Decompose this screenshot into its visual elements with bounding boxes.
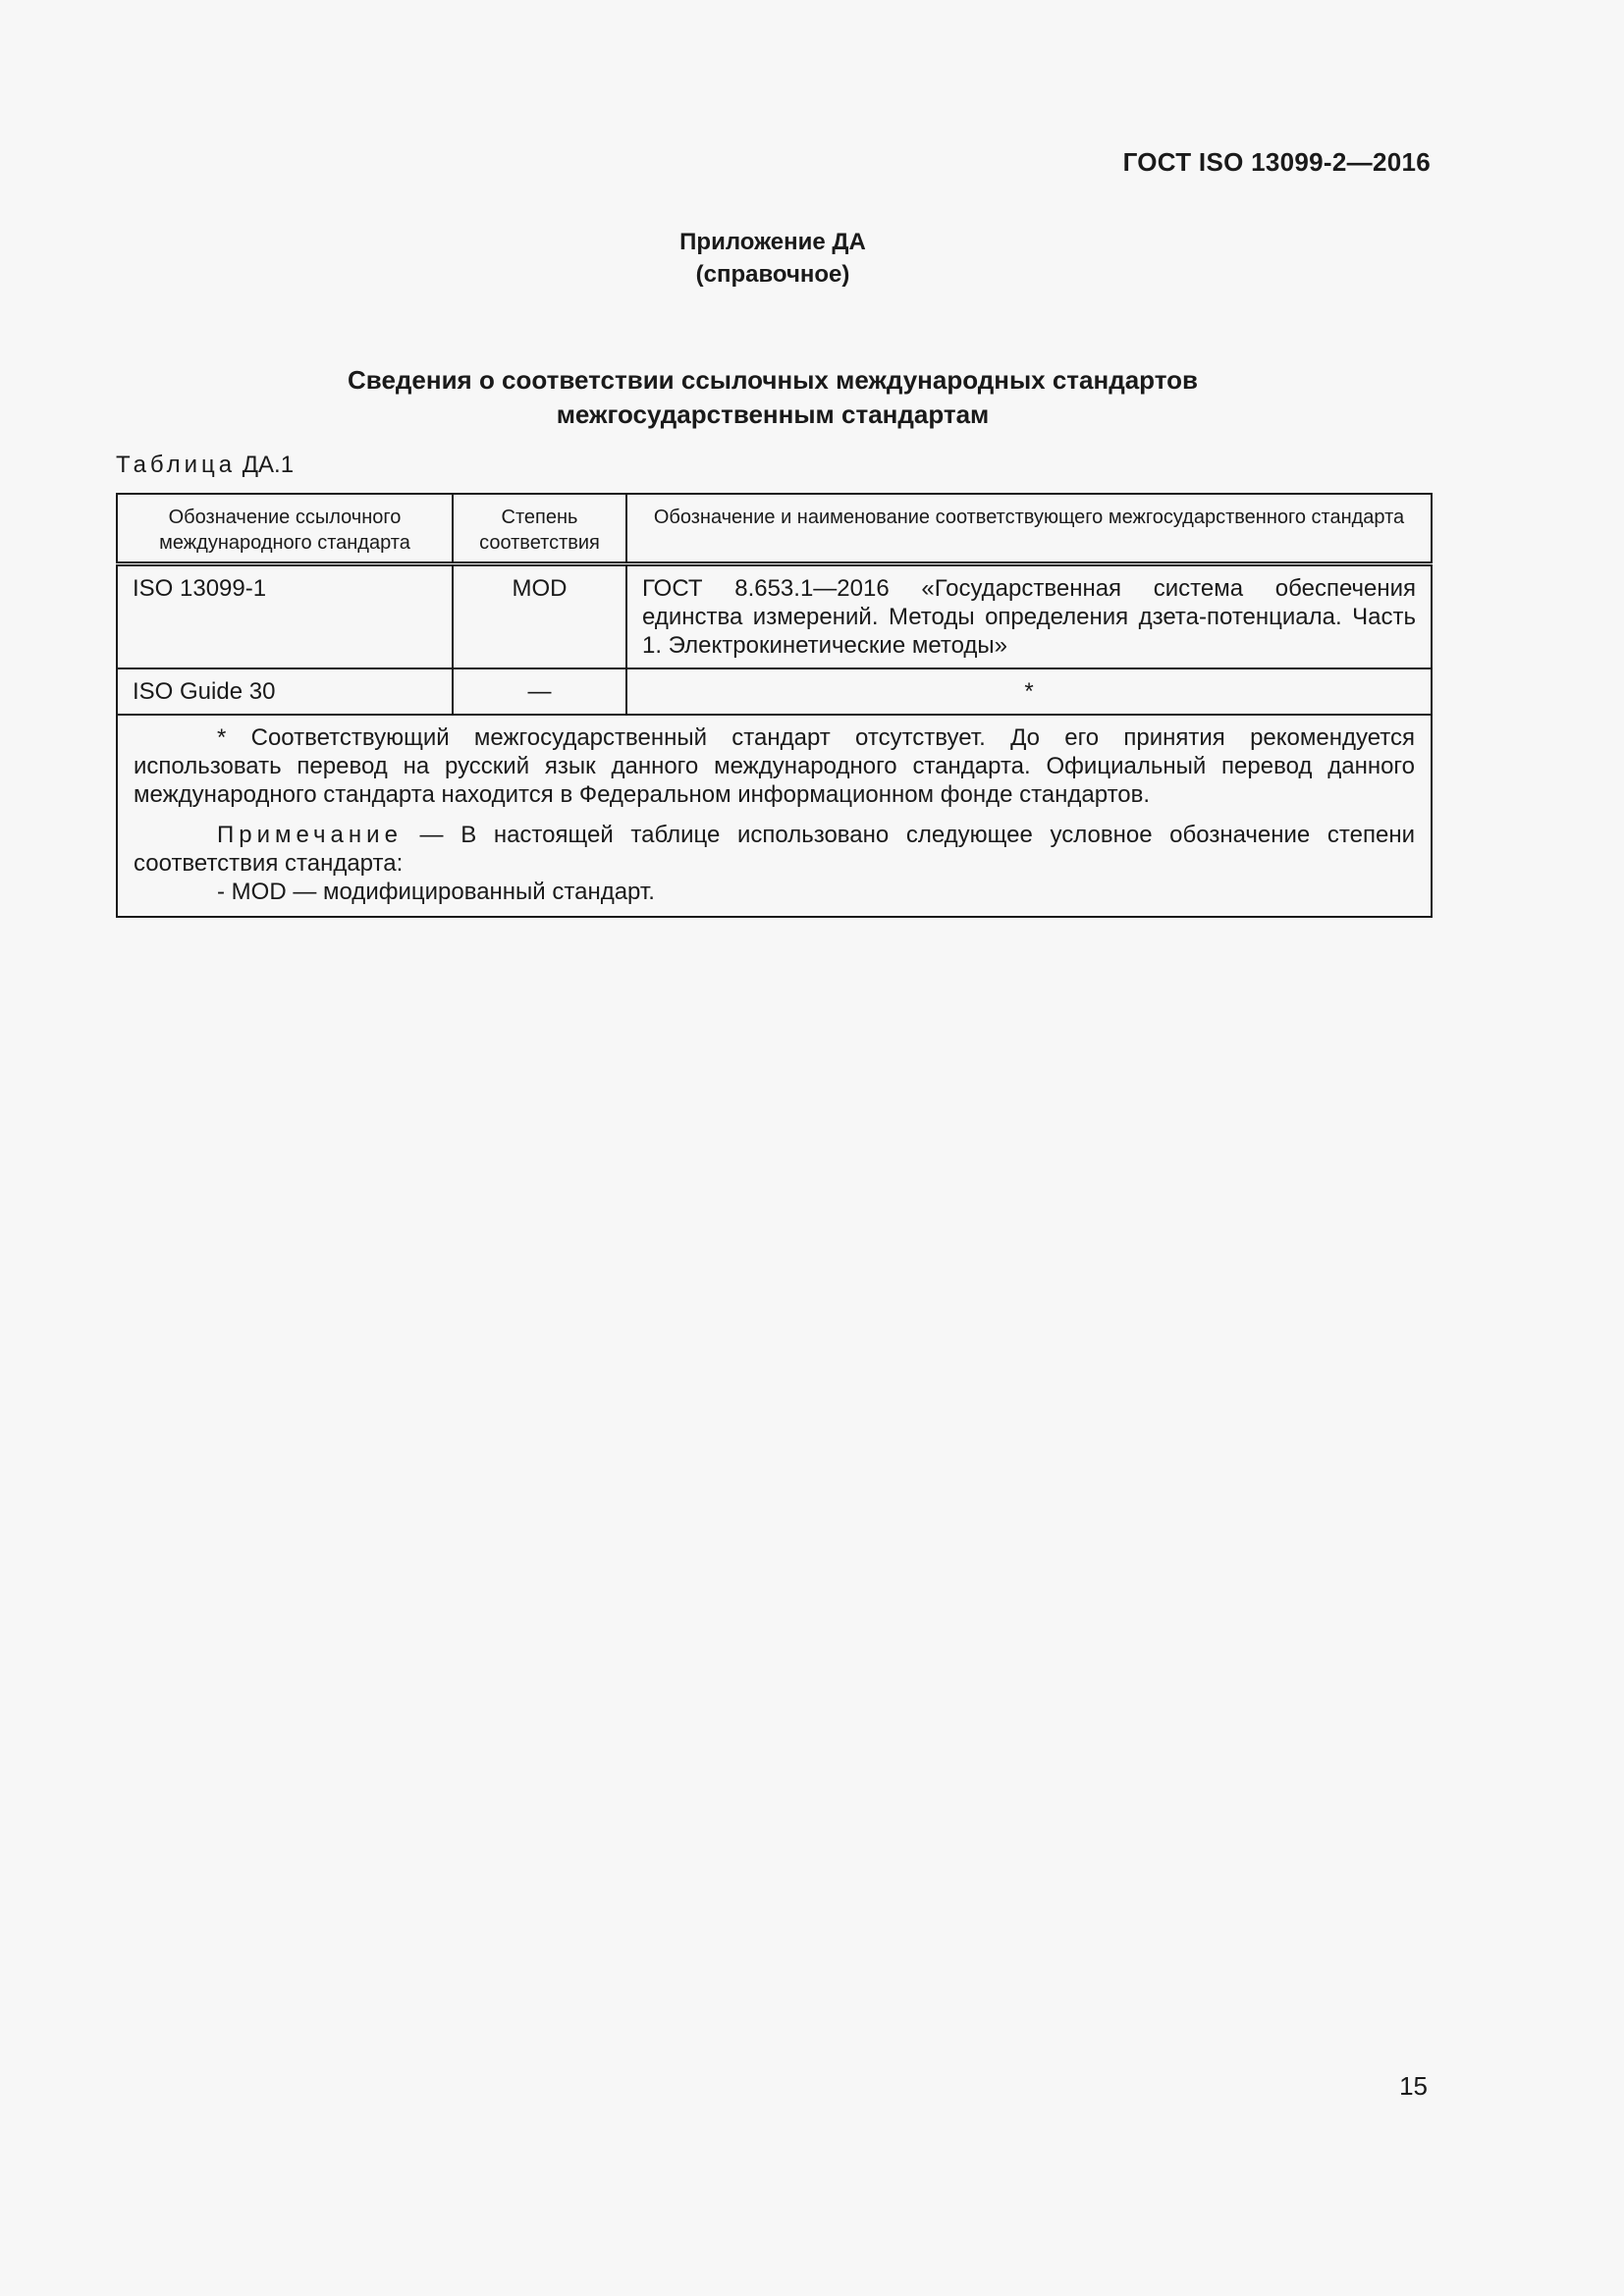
- table-label-number: ДА.1: [236, 452, 295, 478]
- document-code: ГОСТ ISO 13099-2—2016: [1122, 147, 1431, 177]
- table-label-word: Таблица: [116, 452, 237, 478]
- table-label: [116, 452, 294, 479]
- column-header-reference: Обозначение ссылочного международного стандарта: [117, 494, 453, 564]
- cell-interstate-standard: ГОСТ 8.653.1—2016 «Государственная система обеспечения единства измерений. Методы определения дзета-потенциала. Часть 1. Электрокинетические методы»: [626, 564, 1432, 669]
- note-label: Примечание: [217, 822, 403, 848]
- note-text: [134, 821, 1415, 878]
- table-header-row: [117, 494, 1432, 564]
- standards-table: [116, 493, 1433, 918]
- note-body: — В настоящей таблице использовано следующее условное обозначение степени соответствия стандарта:: [134, 822, 1415, 877]
- section-title: [0, 363, 1545, 432]
- appendix-title: Приложение ДА: [679, 229, 866, 255]
- footnote-cell: [117, 715, 1432, 917]
- appendix-subtitle: (справочное): [695, 261, 850, 288]
- cell-interstate-standard: *: [626, 668, 1432, 715]
- cell-degree: —: [453, 668, 626, 715]
- note-item: - MOD — модифицированный стандарт.: [217, 879, 655, 905]
- cell-reference: ISO Guide 30: [117, 668, 453, 715]
- footnote-text: * Соответствующий межгосударственный стандарт отсутствует. До его принятия рекомендуется использовать перевод на русский язык данного международного стандарта. Официальный перевод данного международного стандарта находится в Федеральном информационном фонде стандартов.: [134, 724, 1415, 808]
- appendix-heading: [0, 226, 1545, 291]
- cell-degree: MOD: [453, 564, 626, 669]
- section-title-line-1: Сведения о соответствии ссылочных международных стандартов: [348, 365, 1198, 395]
- column-header-degree: Степень соответствия: [453, 494, 626, 564]
- table-footnote-row: [117, 715, 1432, 917]
- cell-reference: ISO 13099-1: [117, 564, 453, 669]
- section-title-line-2: межгосударственным стандартам: [556, 400, 990, 429]
- table-row: [117, 668, 1432, 715]
- page-number: 15: [1399, 2071, 1428, 2101]
- table-row: [117, 564, 1432, 669]
- column-header-interstate-standard: Обозначение и наименование соответствующего межгосударственного стандарта: [626, 494, 1432, 564]
